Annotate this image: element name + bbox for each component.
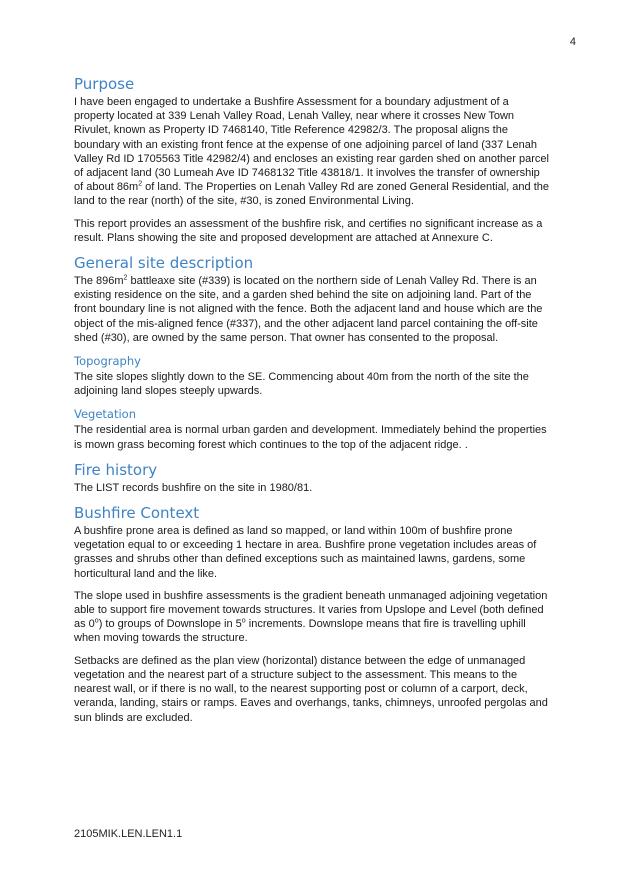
- topography-paragraph-1: The site slopes slightly down to the SE. Commencing about 40m from the north of the site the adjoining land slopes steeply upwards.: [74, 371, 529, 398]
- context-paragraph-3: Setbacks are defined as the plan view (horizontal) distance between the edge of unmanaged vegetation and the nearest part of a structure subject to the assessment. This means to the nearest wall, or if there is no wall, to the nearest supporting post or column of a carport, deck, veranda, landing, stairs or ramps. Eaves and overhangs, tanks, chimneys, unroofed pergolas and sun blinds are excluded.: [74, 654, 548, 724]
- document-reference: 2105MIK.LEN.LEN1.1: [74, 828, 183, 840]
- context-paragraph-2: The slope used in bushfire assessments is the gradient beneath unmanaged adjoining vegetation able to support fire movement towards structures. It varies from Upslope and Level (both defined as 0$^o$) to groups of Downslope in 5$^o$ increments. Downslope means that fire is travelling uphill when moving towards the structure.: [74, 589, 548, 645]
- section-bushfire-context: [74, 503, 550, 725]
- purpose-paragraph-1: I have been engaged to undertake a Bushfire Assessment for a boundary adjustment of a property located at 339 Lenah Valley Road, Lenah Valley, near where it crosses New Town Rivulet, known as Property ID 7468140, Title Reference 42982/3. The proposal aligns the boundary with an existing front fence at the expense of one adjoining parcel of land (337 Lenah Valley Rd ID 1705563 Title 42982/4) and encloses an existing rear garden shed on another parcel of adjacent land (30 Lumeah Ave ID 7468132 Title 43818/1. It involves the transfer of ownership of about $86m^2$ of land. The Properties on Lenah Valley Rd are zoned General Residential, and the land to the rear (north) of the site, #30, is zoned Environmental Living.: [74, 96, 549, 208]
- heading-general-site-description: General site description: [74, 254, 254, 273]
- section-vegetation: [74, 406, 550, 451]
- section-general-site-description: [74, 253, 550, 345]
- section-purpose: [74, 74, 550, 245]
- vegetation-paragraph-1: The residential area is normal urban garden and development. Immediately behind the properties is mown grass becoming forest which continues to the top of the adjacent ridge. .: [74, 424, 547, 451]
- general-paragraph-1: The $896m^2$ battleaxe site (#339) is located on the northern side of Lenah Valley Rd. There is an existing residence on the site, and a garden shed behind the site on adjoining land. Part of the front boundary line is not aligned with the fence. Both the adjacent land and house which are the object of the mis-aligned fence (#337), and the other adjacent land parcel containing the off-site shed (#30), are owned by the same person. That owner has consented to the proposal.: [74, 274, 543, 344]
- heading-purpose: Purpose: [74, 75, 135, 93]
- fire-history-paragraph-1: The LIST records bushfire on the site in 1980/81.: [74, 481, 313, 494]
- page-number: 4: [569, 36, 576, 48]
- page-content: [74, 74, 550, 733]
- heading-fire-history: Fire history: [74, 460, 158, 479]
- heading-bushfire-context: Bushfire Context: [74, 504, 200, 523]
- section-topography: [74, 353, 550, 398]
- context-paragraph-1: A bushfire prone area is defined as land so mapped, or land within 100m of bushfire prone vegetation equal to or exceeding 1 hectare in area. Bushfire prone vegetation includes areas of grasses and shrubs other than defined exceptions such as maintained lawns, gardens, some horticultural land and the like.: [74, 525, 537, 580]
- section-fire-history: [74, 460, 550, 495]
- purpose-paragraph-2: This report provides an assessment of the bushfire risk, and certifies no significant increase as a result. Plans showing the site and proposed development are attached at Annexure C.: [74, 217, 543, 244]
- heading-vegetation: Vegetation: [74, 407, 137, 422]
- heading-topography: Topography: [74, 354, 141, 369]
